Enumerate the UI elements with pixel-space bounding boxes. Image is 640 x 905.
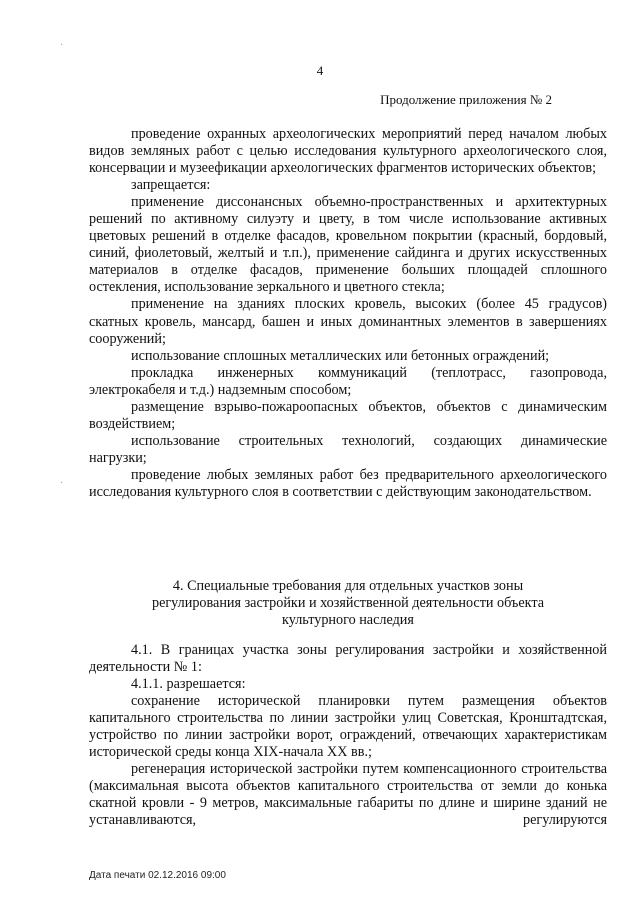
paragraph: прокладка инженерных коммуникаций (теплотрасс, газопровода, электрокабеля и т.д.) надземным способом; [89, 364, 607, 398]
paragraph: размещение взрыво-пожароопасных объектов, объектов с динамическим воздействием; [89, 398, 607, 432]
paragraph: использование строительных технологий, создающих динамические нагрузки; [89, 432, 607, 466]
paragraph: применение диссонансных объемно-пространственных и архитектурных решений по активному силуэту и цвету, в том числе использование активных цветовых решений в отделке фасадов, кровельном покрытии (красный, бордовый, синий, фиолетовый, желтый и т.п.), применение сайдинга и других искусственных материалов в отделке фасадов, применение больших площадей сплошного остекления, использование зеркального и цветного стекла; [89, 194, 607, 296]
section-heading-line: культурного наследия [282, 612, 414, 628]
paragraph: сохранение исторической планировки путем размещения объектов капитального строительства по линии застройки улиц Советская, Кронштадтская, устройство по линии застройки ворот, ограждений, отвечающих характеристикам исторической среды конца XIX-начала XX вв.; [89, 693, 607, 761]
paragraph: 4.1.1. разрешается: [131, 676, 246, 693]
page-number: 4 [316, 63, 324, 78]
paragraph: регенерация исторической застройки путем компенсационного строительства (максимальная высота объектов капитального строительства от земли до конька скатной кровли - 9 метров, максимальные габариты по длине и ширине зданий не устанавливаются, регулируются [89, 761, 607, 829]
paragraph: 4.1. В границах участка зоны регулирования застройки и хозяйственной деятельности № 1: [89, 642, 607, 676]
section-heading-line: 4. Специальные требования для отдельных участков зоны [172, 578, 524, 594]
scan-speck: · [60, 478, 64, 489]
paragraph: применение на зданиях плоских кровель, высоких (более 45 градусов) скатных кровель, мансард, башен и иных доминантных элементов в завершениях сооружений; [89, 296, 607, 347]
appendix-continuation-note: Продолжение приложения № 2 [380, 92, 552, 107]
paragraph: проведение охранных археологических мероприятий перед началом любых видов земляных работ с целью исследования культурного археологического слоя, консервации и музеефикации археологических фрагментов исторических объектов; [89, 126, 607, 177]
lower-text-block [89, 642, 607, 830]
scan-speck: · [60, 40, 64, 51]
section-heading-line: регулирования застройки и хозяйственной деятельности объекта [151, 595, 545, 611]
paragraph: запрещается: [131, 177, 211, 194]
section-heading [89, 578, 607, 629]
print-date: Дата печати 02.12.2016 09:00 [89, 870, 226, 881]
paragraph: проведение любых земляных работ без предварительного археологического исследования культурного слоя в соответствии с действующим законодательством. [89, 466, 607, 500]
upper-text-block [89, 126, 607, 501]
paragraph: использование сплошных металлических или бетонных ограждений; [131, 347, 550, 364]
